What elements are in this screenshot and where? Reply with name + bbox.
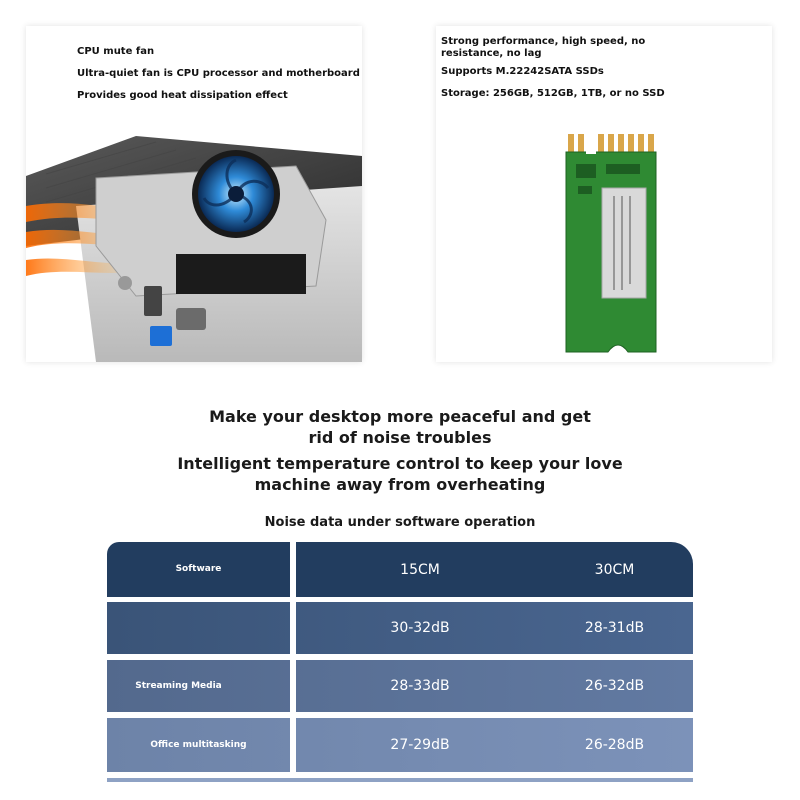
row-label bbox=[107, 602, 290, 654]
table-title: Noise data under software operation bbox=[264, 515, 536, 530]
table-row bbox=[107, 660, 693, 712]
headline-quiet bbox=[0, 406, 800, 448]
headline-line: machine away from overheating bbox=[254, 475, 546, 494]
row-label: Streaming Media bbox=[135, 680, 222, 691]
ssd-spec-line: resistance, no lag bbox=[441, 48, 542, 59]
ssd-product-card bbox=[436, 26, 772, 362]
mini-pc-fan-illustration bbox=[26, 136, 362, 362]
headline-line: rid of noise troubles bbox=[308, 428, 492, 447]
row-value-15cm: 27-29dB bbox=[390, 737, 450, 753]
headline-temperature bbox=[0, 453, 800, 495]
fan-product-card bbox=[26, 26, 362, 362]
ssd-spec-line: Strong performance, high speed, no bbox=[441, 36, 646, 47]
header-15cm: 15CM bbox=[400, 561, 440, 578]
ssd-spec-line: Storage: 256GB, 512GB, 1TB, or no SSD bbox=[441, 88, 665, 99]
ssd-spec-line: Supports M.22242SATA SSDs bbox=[441, 66, 604, 77]
table-row bbox=[107, 718, 693, 772]
table-header-row bbox=[107, 542, 693, 597]
headline-line: Intelligent temperature control to keep your love bbox=[177, 454, 623, 473]
fan-spec-line: Provides good heat dissipation effect bbox=[77, 90, 288, 101]
row-label: Office multitasking bbox=[150, 739, 247, 750]
row-value-30cm: 26-32dB bbox=[584, 678, 645, 694]
row-value-30cm: 26-28dB bbox=[584, 737, 645, 753]
table-row bbox=[107, 602, 693, 654]
fan-spec-line: Ultra-quiet fan is CPU processor and motherboard bbox=[77, 68, 360, 79]
row-value-15cm: 30-32dB bbox=[390, 620, 450, 636]
fan-spec-title: CPU mute fan bbox=[77, 46, 155, 57]
m2-ssd-illustration bbox=[556, 124, 666, 362]
headline-line: Make your desktop more peaceful and get bbox=[209, 407, 591, 426]
row-value-30cm: 28-31dB bbox=[584, 620, 645, 636]
row-value-15cm: 28-33dB bbox=[390, 678, 450, 694]
header-software: Software bbox=[175, 564, 222, 574]
noise-data-table bbox=[107, 542, 693, 782]
header-30cm: 30CM bbox=[594, 561, 635, 578]
table-row-partial bbox=[107, 778, 693, 782]
